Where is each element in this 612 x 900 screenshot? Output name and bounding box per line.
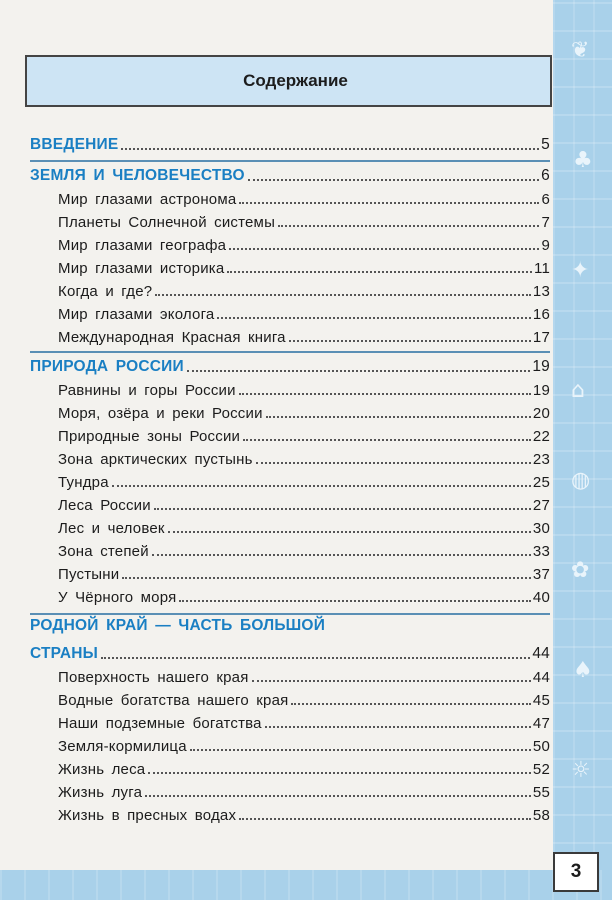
page-ref: 33 <box>532 543 550 560</box>
toc-item[interactable] <box>58 664 550 686</box>
item-title: Международная Красная книга <box>58 329 286 346</box>
item-title: У Чёрного моря <box>58 589 177 606</box>
toc-item[interactable] <box>58 561 550 583</box>
item-title: Мир глазами географа <box>58 237 227 254</box>
page-ref: 58 <box>532 807 550 824</box>
toc-item[interactable] <box>58 687 550 709</box>
page-ref: 22 <box>532 428 550 445</box>
dot-leader <box>154 508 531 510</box>
dot-leader <box>265 726 531 728</box>
item-title: Моря, озёра и реки России <box>58 405 263 422</box>
dot-leader <box>278 225 539 227</box>
dot-leader <box>252 680 531 682</box>
toc-item[interactable] <box>58 377 550 399</box>
dot-leader <box>101 657 530 659</box>
toc-item[interactable] <box>58 492 550 514</box>
toc-item[interactable] <box>58 400 550 422</box>
page-ref: 37 <box>532 566 550 583</box>
page-ref: 52 <box>532 761 550 778</box>
page-ref: 25 <box>532 474 550 491</box>
star-icon: ✦ <box>571 258 590 283</box>
item-title: Наши подземные богатства <box>58 715 262 732</box>
section-title-line2: СТРАНЫ <box>30 645 99 662</box>
decorative-side-strip <box>553 0 612 900</box>
toc-item[interactable] <box>58 423 550 445</box>
dot-leader <box>179 600 530 602</box>
item-title: Зона арктических пустынь <box>58 451 253 468</box>
leaf-icon: ❦ <box>571 38 590 63</box>
toc-section-nature[interactable] <box>30 354 550 376</box>
item-title: Земля-кормилица <box>58 738 187 755</box>
page-ref: 30 <box>532 520 550 537</box>
page-ref: 44 <box>532 645 550 662</box>
item-title: Пустыни <box>58 566 120 583</box>
toc-item[interactable] <box>58 584 550 606</box>
dot-leader <box>239 393 531 395</box>
dot-leader <box>229 248 539 250</box>
item-title: Жизнь леса <box>58 761 146 778</box>
page-ref: 7 <box>541 214 550 231</box>
page-ref: 55 <box>532 784 550 801</box>
section-divider <box>30 160 550 162</box>
dot-leader <box>256 462 531 464</box>
toc-item[interactable] <box>58 710 550 732</box>
item-title: Поверхность нашего края <box>58 669 249 686</box>
dot-leader <box>217 317 530 319</box>
flower-icon: ✿ <box>571 558 590 583</box>
tree-icon: ♠ <box>573 658 593 683</box>
item-title: Мир глазами историка <box>58 260 225 277</box>
page-ref: 17 <box>532 329 550 346</box>
toc-section-intro[interactable] <box>30 132 550 154</box>
toc-item[interactable] <box>58 779 550 801</box>
toc-item[interactable] <box>58 232 550 254</box>
item-title: Тундра <box>58 474 109 491</box>
page-ref: 6 <box>541 167 550 184</box>
dot-leader <box>289 340 531 342</box>
dot-leader <box>248 179 539 181</box>
item-title: Леса России <box>58 497 151 514</box>
section-title-line1[interactable]: РОДНОЙ КРАЙ — ЧАСТЬ БОЛЬШОЙ <box>30 617 326 634</box>
dot-leader <box>148 772 531 774</box>
item-title: Лес и человек <box>58 520 165 537</box>
toc-item[interactable] <box>58 733 550 755</box>
house-icon: ⌂ <box>571 378 585 403</box>
dot-leader <box>239 202 539 204</box>
page-ref: 44 <box>532 669 550 686</box>
page-ref: 13 <box>532 283 550 300</box>
toc-item[interactable] <box>58 469 550 491</box>
dot-leader <box>168 531 531 533</box>
page-ref: 40 <box>532 589 550 606</box>
toc-item[interactable] <box>58 538 550 560</box>
page-ref: 19 <box>532 358 550 375</box>
dot-leader <box>122 577 531 579</box>
dot-leader <box>227 271 532 273</box>
page-ref: 45 <box>532 692 550 709</box>
toc-item[interactable] <box>58 301 550 323</box>
tree-icon: ♣ <box>573 148 593 173</box>
header-box <box>25 55 552 107</box>
section-title: ЗЕМЛЯ И ЧЕЛОВЕЧЕСТВО <box>30 167 245 184</box>
toc-item[interactable] <box>58 515 550 537</box>
section-divider <box>30 613 550 615</box>
item-title: Когда и где? <box>58 283 153 300</box>
decorative-bottom-strip <box>0 870 612 900</box>
page-ref: 19 <box>532 382 550 399</box>
page-ref: 47 <box>532 715 550 732</box>
dot-leader <box>155 294 531 296</box>
page-ref: 11 <box>534 260 550 277</box>
dot-leader <box>145 795 531 797</box>
toc-item[interactable] <box>58 756 550 778</box>
page-ref: 16 <box>532 306 550 323</box>
section-divider <box>30 351 550 353</box>
dot-leader <box>152 554 531 556</box>
page-ref: 9 <box>541 237 550 254</box>
page-ref: 5 <box>541 136 550 153</box>
toc-section-earth[interactable] <box>30 163 550 185</box>
toc-item[interactable] <box>58 278 550 300</box>
page-ref: 23 <box>532 451 550 468</box>
item-title: Мир глазами эколога <box>58 306 215 323</box>
page-ref: 50 <box>532 738 550 755</box>
toc-item[interactable] <box>58 255 550 277</box>
toc-item[interactable] <box>58 209 550 231</box>
item-title: Равнины и горы России <box>58 382 236 399</box>
page-ref: 27 <box>532 497 550 514</box>
item-title: Планеты Солнечной системы <box>58 214 276 231</box>
dot-leader <box>239 818 531 820</box>
sun-icon: ☼ <box>571 758 591 783</box>
globe-icon: ◍ <box>571 468 591 493</box>
section-title: ВВЕДЕНИЕ <box>30 136 119 153</box>
toc-item[interactable] <box>58 802 550 824</box>
dot-leader <box>187 370 531 372</box>
page-ref: 20 <box>532 405 550 422</box>
item-title: Водные богатства нашего края <box>58 692 289 709</box>
section-title: ПРИРОДА РОССИИ <box>30 358 184 375</box>
item-title: Жизнь в пресных водах <box>58 807 237 824</box>
dot-leader <box>291 703 530 705</box>
dot-leader <box>112 485 531 487</box>
item-title: Зона степей <box>58 543 149 560</box>
page-title: Содержание <box>243 71 348 90</box>
dot-leader <box>266 416 531 418</box>
toc-item[interactable] <box>58 446 550 468</box>
toc-section-region[interactable] <box>30 641 550 663</box>
dot-leader <box>190 749 531 751</box>
item-title: Мир глазами астронома <box>58 191 237 208</box>
item-title: Жизнь луга <box>58 784 143 801</box>
dot-leader <box>121 148 539 150</box>
dot-leader <box>243 439 531 441</box>
toc-item[interactable] <box>58 324 550 346</box>
toc-item[interactable] <box>58 186 550 208</box>
page-ref: 6 <box>541 191 550 208</box>
item-title: Природные зоны России <box>58 428 241 445</box>
page-number: 3 <box>553 852 599 892</box>
